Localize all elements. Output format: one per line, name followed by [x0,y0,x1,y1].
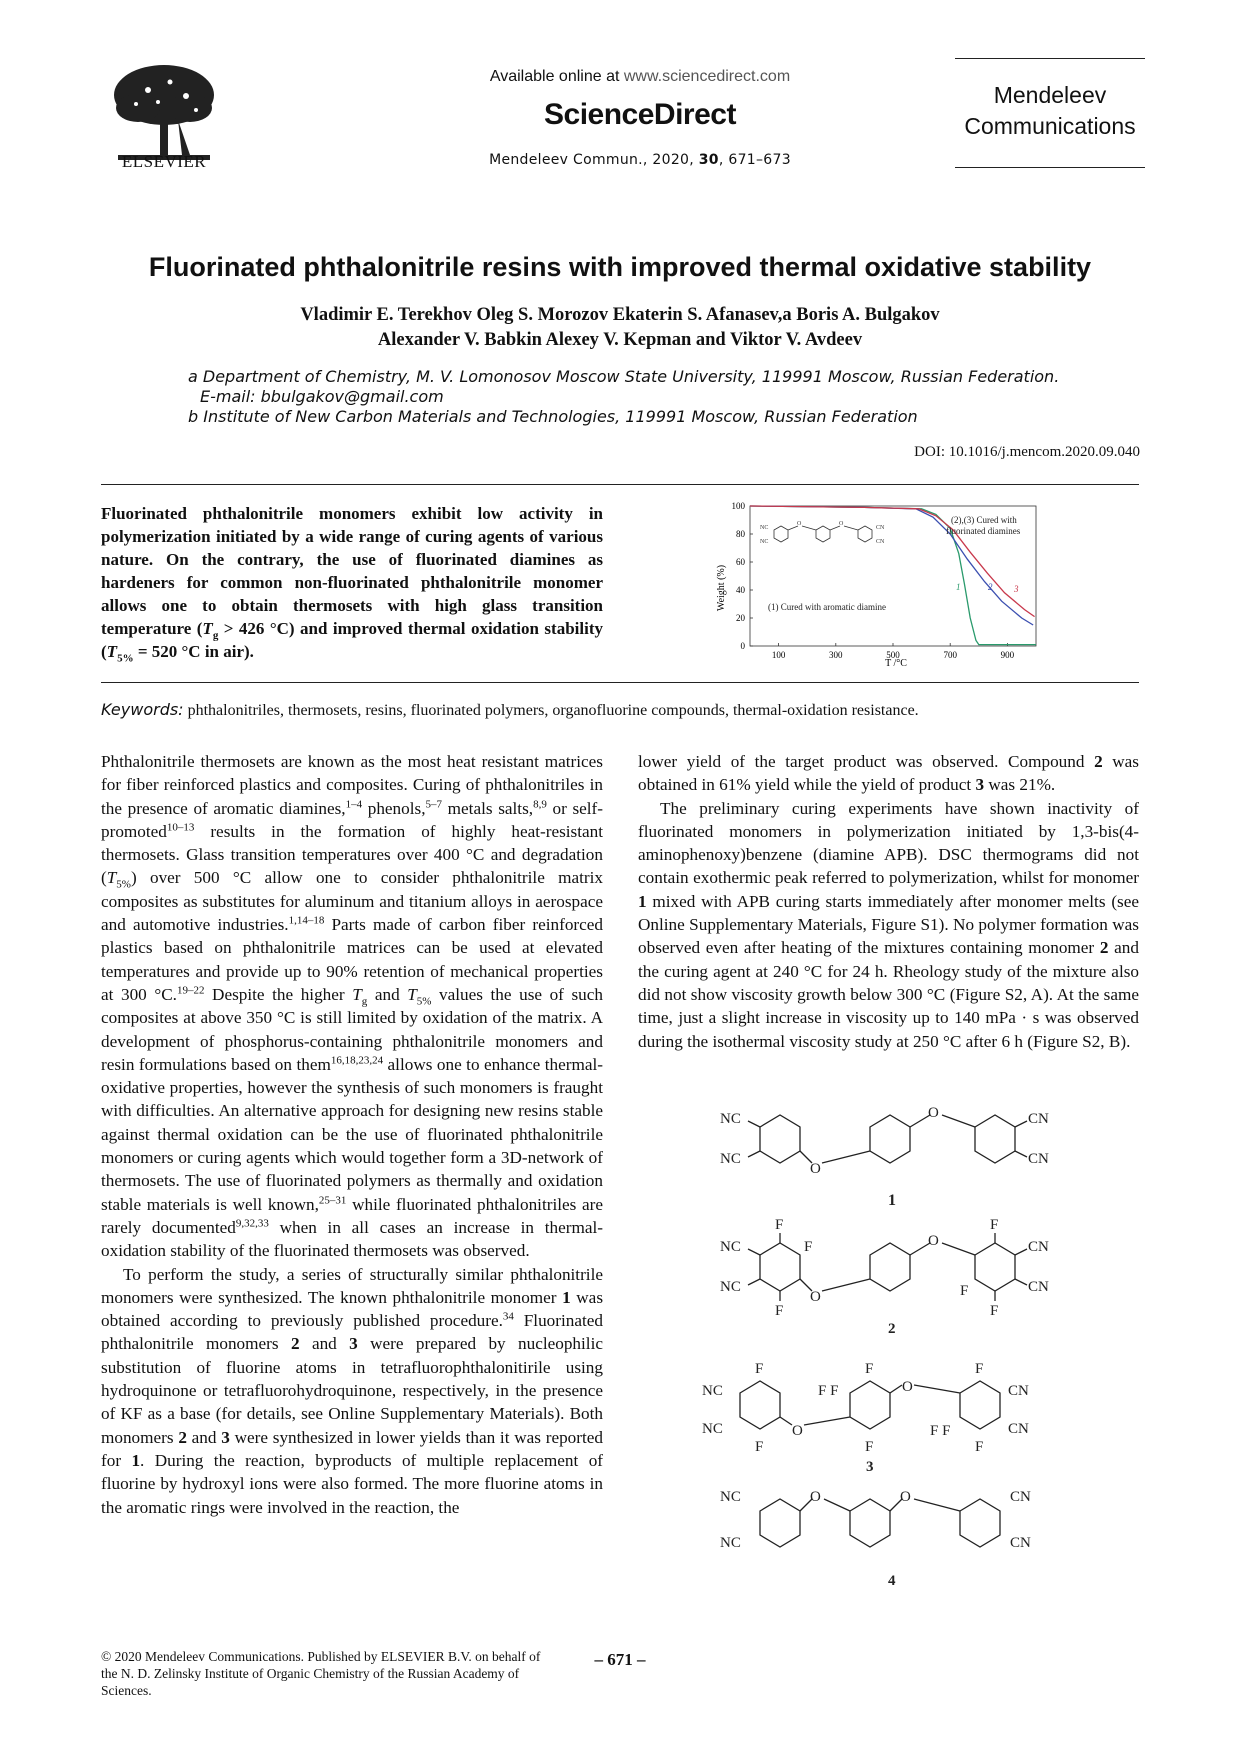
s2-o-2: O [928,1233,939,1249]
annotation-fluorinated-2: fluorinated diamines [946,526,1021,536]
s2-f-4: F [990,1217,999,1233]
ref[interactable]: 9,32,33 [235,1217,269,1230]
mol-cn-2: CN [876,539,885,545]
symbol-sub: 5% [416,995,432,1008]
s2-nc-2: NC [720,1279,741,1295]
ref[interactable]: 8,9 [533,797,547,810]
sciencedirect-url[interactable]: www.sciencedirect.com [623,68,791,85]
s3-nc-2: NC [702,1421,723,1437]
text: was obtained in 61% yield while the yield of product [638,752,1139,795]
abstract-text-3: = 520 °C in air). [133,642,254,661]
y-axis-label: Weight (%) [716,564,727,612]
annotation-fluorinated-1: (2),(3) Cured with [951,515,1017,525]
s1-nc-2: NC [720,1151,741,1167]
s2-f-6: F [960,1283,969,1299]
s3-f-5: F [975,1361,984,1377]
series-label-1: 1 [956,582,961,592]
s1-o-2: O [928,1105,939,1121]
author-line-1: Vladimir E. Terekhov Oleg S. Morozov Ekaterin S. Afanasev,a Boris A. Bulgakov [300,305,940,325]
journal-name [955,80,1145,142]
s4-cn-2: CN [1010,1535,1031,1551]
keywords-label: Keywords: [101,700,184,719]
monomer-structures [702,1105,1080,1605]
s3-o-2: O [902,1379,913,1395]
s1-o-1: O [810,1161,821,1177]
ref[interactable]: 5–7 [425,797,442,810]
journal-citation [380,152,900,168]
y-tick-label: 40 [736,585,745,595]
y-tick-label: 20 [736,613,745,623]
text: values the use of such composites at above 350 °C is still limited by oxidation of the matrix. A development of phosphorus-containing phthalonitrile monomers and resin formulations based on them [101,984,603,1074]
sciencedirect-wordmark: ScienceDirect [544,98,736,131]
text: when in all cases an increase in thermal-oxidation stability of the fluorinated thermosets was observed. [101,1217,603,1261]
compound-ref: 2 [290,1334,300,1354]
paragraph-synthesis [101,1263,603,1519]
f: F [942,1423,951,1439]
text: while fluorinated phthalonitriles are rarely documented [101,1194,603,1237]
ref[interactable]: 16,18,23,24 [330,1054,384,1067]
ref[interactable]: 1,14–18 [288,914,325,927]
text: and [186,1427,222,1447]
abstract-text-1: Fluorinated phthalonitrile monomers exhibit low activity in polymerization initiated by a wide range of curing agents of various nature. On the contrary, the use of fluorinated diamines as hardeners for common non-fluorinated phthalonitrile monomer allows one to obtain thermosets with high glass transition temperature ( [101,504,603,638]
text: results in the formation of highly heat-resistant thermosets. Glass transition temperatures over 400 °C and degradation ( [101,821,603,888]
f: F [930,1423,939,1439]
journal-name-line2: Communications [964,113,1136,139]
y-tick-label: 0 [740,641,745,651]
text: was obtained according to previously published procedure. [101,1287,604,1331]
doi[interactable]: DOI: 10.1016/j.mencom.2020.09.040 [914,444,1140,460]
article-title: Fluorinated phthalonitrile resins with improved thermal oxidative stability [148,252,1092,282]
s3-o-1: O [792,1423,803,1439]
s3-ff-2 [930,1423,950,1439]
x-tick-label: 500 [886,650,900,660]
compound-ref: 3 [349,1334,358,1354]
mol-o-2: O [839,521,844,527]
available-online-line [380,68,900,86]
s2-f-5: F [990,1303,999,1319]
symbol: T [352,984,362,1004]
keywords [101,700,1141,720]
author-list [150,303,1090,353]
s2-f-1: F [775,1217,784,1233]
structure-3-label: 3 [866,1459,874,1475]
compound-ref: 2 [1099,938,1109,958]
text: was 21%. [984,775,1056,795]
tg-symbol: T [202,619,213,638]
compound-ref: 2 [1094,752,1103,771]
s1-cn-2: CN [1028,1151,1049,1167]
graphical-abstract-text [101,502,603,663]
s4-o-1: O [810,1489,821,1505]
ref[interactable]: 34 [502,1310,514,1323]
s2-cn-2: CN [1028,1279,1049,1295]
ref[interactable]: 25–31 [318,1193,347,1206]
x-tick-label: 300 [829,650,843,660]
x-axis-label: T /°C [885,658,907,669]
s3-f-4: F [865,1439,874,1455]
compound-ref: 3 [975,775,985,795]
text: Despite the higher [204,984,353,1004]
citation-volume: 30 [698,152,719,168]
ref[interactable]: 19–22 [176,984,205,997]
tg-sub: g [212,629,219,642]
citation-pages: , 671–673 [718,152,791,168]
s2-o-1: O [810,1289,821,1305]
text: Parts made of carbon fiber reinforced plastics based on phthalonitrile matrices can be used at elevated temperatures and provide up to 90% retention of mechanical properties at 300 °C. [101,915,604,1004]
s3-f-1: F [755,1361,764,1377]
text: and the curing agent at 240 °C for 24 h. Rheology study of the mixture also did not show viscosity growth below 300 °C (Figure S2, A). At the same time, just a slight increase in viscosity up to 140 mPa · s was observed during the isothermal viscosity study at 250 °C after 6 h (Figure S2, B). [638,938,1139,1051]
mol-o-1: O [797,521,802,527]
text: lower yield of the target product was observed. Compound [638,752,1095,771]
text: and [367,984,408,1004]
affiliation-a: a Department of Chemistry, M. V. Lomonosov Moscow State University, 119991 Moscow, Russian Federation. [188,367,1060,386]
s2-f-2: F [775,1303,784,1319]
annotation-aromatic: (1) Cured with aromatic diamine [768,602,886,612]
s4-nc-1: NC [720,1489,741,1505]
f: F [818,1383,827,1399]
page-number: – 671 – [594,1650,646,1669]
text: ) over 500 °C allow one to consider phthalonitrile matrix composites as substitutes for aluminum and titanium alloys in aerospace and automotive industries. [101,868,603,935]
s4-o-2: O [900,1489,911,1505]
s3-ff-1 [818,1383,838,1399]
structure-3-bonds [740,1381,1000,1429]
paragraph-curing [638,797,1139,1053]
text: mixed with APB curing starts immediately after monomer melts (see Online Supplementary Materials, Figure S1). No polymer formation was observed even after heating of the mixtures containing monomer [638,891,1139,958]
s4-cn-1: CN [1010,1489,1031,1505]
structure-2-bonds [748,1233,1027,1301]
affiliation-email[interactable]: E-mail: bbulgakov@gmail.com [200,387,444,406]
tga-chart [716,498,1056,668]
text: were prepared by nucleophilic substitution of fluorine atoms in tetrafluorophthalonitirile using hydroquinone or tetrafluorohydroquinone, respectively, in the presence of KF as a base (for details, see Online Supplementary Materials). Both monomers [101,1334,603,1447]
text: or self-promoted [101,798,603,841]
s3-cn-1: CN [1008,1383,1029,1399]
s3-f-3: F [865,1361,874,1377]
s1-nc-1: NC [720,1111,741,1127]
text: metals salts, [442,798,534,818]
s4-nc-2: NC [720,1535,741,1551]
compound-ref: 1 [131,1450,141,1470]
affiliation-b: b Institute of New Carbon Materials and Technologies, 119991 Moscow, Russian Federation [188,407,918,426]
monomer-structure-sketch [774,526,872,542]
f: F [830,1383,839,1399]
ref[interactable]: 1–4 [345,797,363,810]
text: The preliminary curing experiments have shown inactivity of fluorinated monomers in polymerization initiated by 1,3-bis(4-aminophenoxy)benzene (diamine APB). DSC thermograms did not contain exothermic peak referred to polymerization, whilst for monomer [638,798,1139,888]
symbol: T [106,868,117,888]
publisher-name: ELSEVIER [121,152,207,171]
text: Phthalonitrile thermosets are known as the most heat resistant matrices for fiber reinforced plastics and composites. Curing of phthalonitriles in the presence of aromatic diamines, [101,752,603,818]
y-tick-label: 60 [736,557,745,567]
mol-cn-1: CN [876,525,885,531]
s2-f-3: F [804,1239,813,1255]
compound-ref: 2 [178,1427,187,1447]
structure-4-label: 4 [888,1573,896,1589]
symbol: T [407,984,417,1004]
mol-nc-2: NC [760,539,769,545]
copyright-notice: © 2020 Mendeleev Communications. Published by ELSEVIER B.V. on behalf of the N. D. Zelinsky Institute of Organic Chemistry of the Russian Academy of Sciences. [101,1649,541,1698]
x-tick-label: 700 [943,650,957,660]
author-line-2: Alexander V. Babkin Alexey V. Kepman and Viktor V. Avdeev [377,330,863,350]
compound-ref: 3 [221,1427,230,1447]
divider-top [101,484,1139,485]
keywords-text: phthalonitriles, thermosets, resins, fluorinated polymers, organofluorine compounds, thermal-oxidation resistance. [183,702,919,719]
s2-nc-1: NC [720,1239,741,1255]
structure-4-bonds [760,1499,1000,1547]
s3-f-2: F [755,1439,764,1455]
compound-ref: 1 [638,891,647,911]
symbol-sub: g [361,995,368,1008]
mol-nc-1: NC [760,525,769,531]
x-tick-label: 900 [1000,650,1015,660]
citation-journal: Mendeleev Commun., 2020, [489,152,699,168]
ref[interactable]: 10–13 [166,821,195,834]
series-label-3: 3 [1014,584,1019,594]
text: and [299,1334,350,1354]
text: were synthesized in lower yields than it was reported for [101,1427,603,1470]
x-tick-label: 100 [771,650,786,660]
structure-1-bonds [748,1115,1027,1163]
s2-cn-1: CN [1028,1239,1049,1255]
s1-cn-1: CN [1028,1111,1049,1127]
s3-nc-1: NC [702,1383,723,1399]
text: To perform the study, a series of structurally similar phthalonitrile monomers were synthesized. The known phthalonitrile monomer [101,1264,603,1307]
text: phenols, [362,798,426,818]
compound-ref: 1 [562,1287,571,1307]
s3-f-6: F [975,1439,984,1455]
text: allows one to enhance thermal-oxidative properties, however the synthesis of such monomers is fraught with difficulties. An alternative approach for designing new resins stable against thermal oxidation can be the use of fluorinated phthalonitrile monomers or curing agents which would together form a 3D-network of thermosets. The use of fluorinated polymers as thermally and oxidation stable materials is well known, [101,1054,604,1214]
abstract-text-2: > 426 °C) and improved thermal oxidation stability ( [101,619,603,661]
structure-2-label: 2 [888,1321,896,1337]
text: . During the reaction, byproducts of multiple replacement of fluorine by hydroxyl ions were also formed. The more fluorine atoms in the aromatic rings were involved in the reaction, the [101,1450,604,1517]
y-tick-label: 100 [731,501,745,511]
symbol-sub: 5% [116,878,131,891]
y-tick-label: 80 [736,529,745,539]
t5-symbol: T [106,642,118,661]
paragraph-yield [638,750,1139,797]
series-label-2: 2 [988,582,993,592]
structure-1-label: 1 [888,1192,896,1209]
paragraph-intro [101,750,603,1263]
divider-abstract [101,682,1139,683]
available-prefix: Available online at [489,68,624,85]
affiliations [188,367,1088,427]
text: Fluorinated phthalonitrile monomers [101,1311,603,1354]
t5-sub: 5% [117,652,134,665]
body-left-column [101,750,603,1519]
journal-name-line1: Mendeleev [993,82,1107,108]
s3-cn-2: CN [1008,1421,1029,1437]
body-right-column [638,750,1139,1053]
